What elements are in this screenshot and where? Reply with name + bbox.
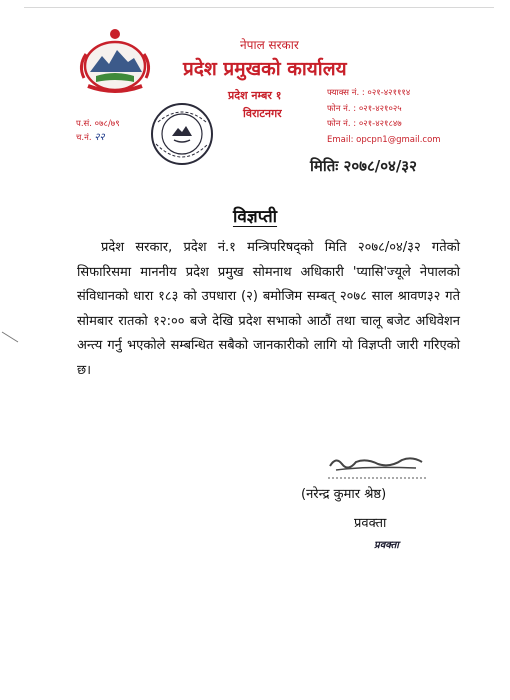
phone-number-1: फोन नं. : ०२१-४२१०२५	[327, 103, 402, 114]
office-name: प्रदेश प्रमुखको कार्यालय	[183, 58, 347, 80]
contact-block	[327, 86, 441, 148]
office-round-stamp-icon	[148, 100, 216, 168]
dispatch-label: च.नं.	[76, 133, 92, 143]
designation-stamp: प्रवक्ता	[374, 540, 399, 551]
dispatch-number: २२	[94, 132, 105, 143]
email-address: Email: opcpn1@gmail.com	[327, 134, 441, 145]
signatory-name: (नरेन्द्र कुमार श्रेष्ठ)	[301, 487, 387, 502]
reference-block	[76, 117, 120, 145]
issue-date: मितिः २०७८/०४/३२	[310, 157, 417, 175]
province-label: प्रदेश नम्बर १	[228, 89, 282, 102]
notice-heading-text: विज्ञप्ती	[232, 207, 278, 227]
city-label: विराटनगर	[243, 107, 282, 120]
nepal-emblem-icon	[76, 26, 154, 96]
fax-number: फ्याक्स नं. : ०२१-४२१११४	[327, 88, 411, 98]
reference-number: प.सं. ०७८/७९	[76, 119, 120, 129]
notice-heading	[0, 204, 510, 227]
notice-body: प्रदेश सरकार, प्रदेश नं.१ मन्त्रिपरिषद्को मिति २०७८/०४/३२ गतेको सिफारिसमा माननीय प्रदेश प्रमुख सोमनाथ अधिकारी 'प्यासि'ज्यूले नेपालको संविधानको धारा १८३ को उपधारा (२) बमोजिम सम्बत् २०७८ साल श्रावण३२ गते सोमबार रातको १२:०० बजे देखि प्रदेश सभाको आठौं तथा चालू बजेट अधिवेशन अन्त्य गर्नु भएकोले सम्बन्धित सबैको जानकारीको लागि यो विज्ञप्ती जारी गरिएको छ।	[77, 240, 460, 378]
top-border-line	[24, 7, 494, 8]
phone-number-2: फोन नं. : ०२१-४२१८४७	[327, 119, 402, 129]
signatory-designation: प्रवक्ता	[354, 516, 387, 531]
margin-mark-icon	[0, 330, 20, 344]
handwritten-signature-icon	[326, 452, 428, 482]
government-name: नेपाल सरकार	[240, 38, 299, 52]
dispatch-line	[76, 131, 120, 145]
